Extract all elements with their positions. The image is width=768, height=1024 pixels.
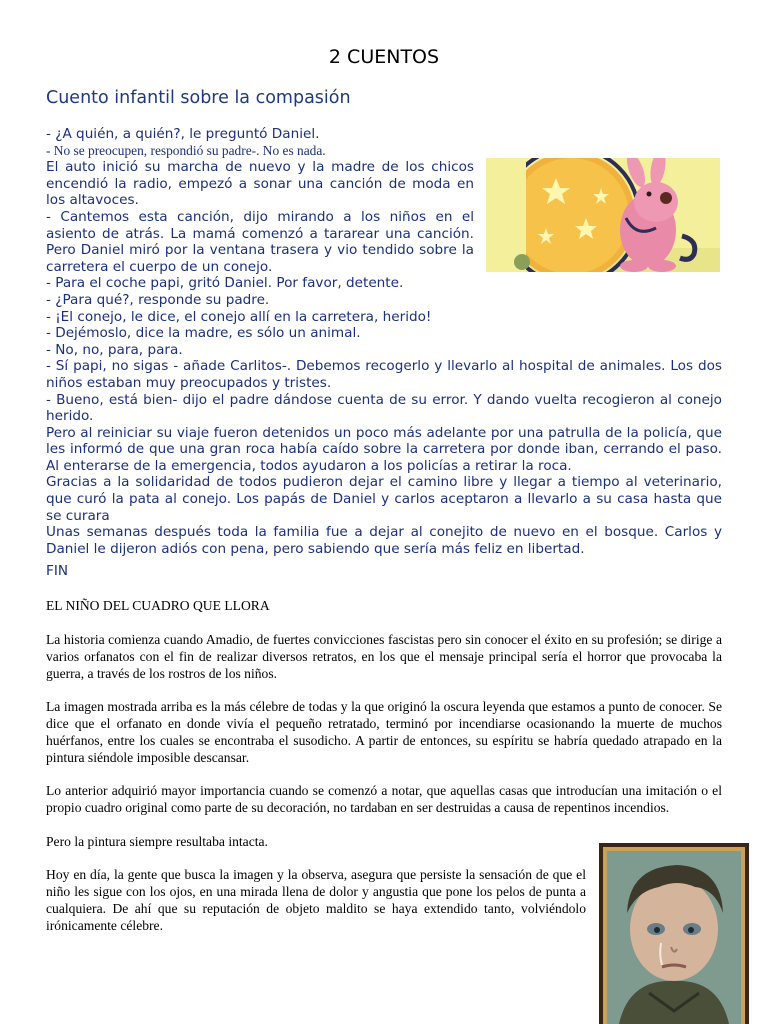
story2-paragraph: La imagen mostrada arriba es la más célebre de todas y la que originó la oscura leyenda que estamos a punto de conocer. Se dice que el orfanato en donde vivía el pequeño retratado, terminó por incendiarse ocasionando la muerte de muchos huérfanos, entre los cuales se encontraba el susodicho. A partir de entonces, su espíritu se habría quedado atrapado en la pintura siéndole imposible descansar. <box>46 699 722 765</box>
story1-paragraph: Unas semanas después toda la familia fue a dejar al conejito de nuevo en el bosque. Carlos y Daniel le dijeron adiós con pena, pero sabiendo que sería más feliz en libertad. <box>46 524 722 557</box>
story2-paragraph: Lo anterior adquirió mayor importancia cuando se comenzó a notar, que aquellas casas que introducían una imitación o el propio cuadro original como parte de su decoración, no tardaban en ser destruidas a causa de repentinos incendios. <box>46 783 722 815</box>
story1-line: - Dejémoslo, dice la madre, es sólo un animal. <box>46 325 361 342</box>
story2-paragraph: La historia comienza cuando Amadio, de fuertes convicciones fascistas pero sin conocer el éxito en su profesión; se dirige a varios orfanatos con el fin de realizar diversos retratos, en los que el mensaje principal sería el horror que provocaba la guerra, a través de los rostros de los niños. <box>46 632 722 681</box>
story1-paragraph: El auto inició su marcha de nuevo y la madre de los chicos encendió la radio, empezó a sonar una canción de moda en los altavoces. <box>46 159 474 209</box>
story1-line: - ¿A quién, a quién?, le preguntó Daniel. <box>46 126 320 142</box>
story1-heading: Cuento infantil sobre la compasión <box>46 88 351 108</box>
story1-end-marker: FIN <box>46 563 68 579</box>
document-title: 2 CUENTOS <box>328 46 440 68</box>
story1-paragraph: Pero al reiniciar su viaje fueron detenidos un poco más adelante por una patrulla de la policía, que les informó de que una gran roca había caído sobre la carretera por donde iban, cerrando el paso. Al enterarse de la emergencia, todos ayudaron a los policías a retirar la roca. <box>46 424 722 474</box>
story2-heading: EL NIÑO DEL CUADRO QUE LLORA <box>46 598 270 613</box>
crying-boy-painting <box>599 843 749 1024</box>
story1-paragraph: - Bueno, está bien- dijo el padre dándose cuenta de su error. Y dando vuelta recogieron al conejo herido. <box>46 391 722 425</box>
story1-line: - ¡El conejo, le dice, el conejo allí en la carretera, herido! <box>46 308 432 325</box>
story2-paragraph: Pero la pintura siempre resultaba intacta. <box>46 834 268 849</box>
story1-body <box>46 126 722 557</box>
story2-paragraph: Hoy en día, la gente que busca la imagen y la observa, asegura que persiste la sensación de que el niño les sigue con los ojos, en una mirada llena de dolor y angustia que pone los pelos de punta a cualquiera. De ahí que su reputación de objeto maldito se haya extendido tanto, volviéndolo irónicamente célebre. <box>46 867 586 933</box>
story1-line: - No se preocupen, respondió su padre-. No es nada. <box>46 142 326 158</box>
story1-line: - Para el coche papi, gritó Daniel. Por favor, detente. <box>46 275 404 292</box>
story1-paragraph: - Sí papi, no sigas - añade Carlitos-. Debemos recogerlo y llevarlo al hospital de animales. Los dos niños estaban muy preocupados y tristes. <box>46 358 722 391</box>
story1-line: - No, no, para, para. <box>46 341 183 358</box>
story1-paragraph: - Cantemos esta canción, dijo mirando a los niños en el asiento de atrás. La mamá comenzó a tararear una canción. Pero Daniel miró por la ventana trasera y vio tendido sobre la carretera el cuerpo de un conejo. <box>46 208 474 275</box>
story1-line: - ¿Para qué?, responde su padre. <box>46 291 270 308</box>
story1-paragraph: Gracias a la solidaridad de todos pudieron dejar el camino libre y llegar a tiempo al veterinario, que curó la pata al conejo. Los papás de Daniel y carlos aceptaron a llevarlo a su casa hasta que se curara <box>46 474 722 524</box>
